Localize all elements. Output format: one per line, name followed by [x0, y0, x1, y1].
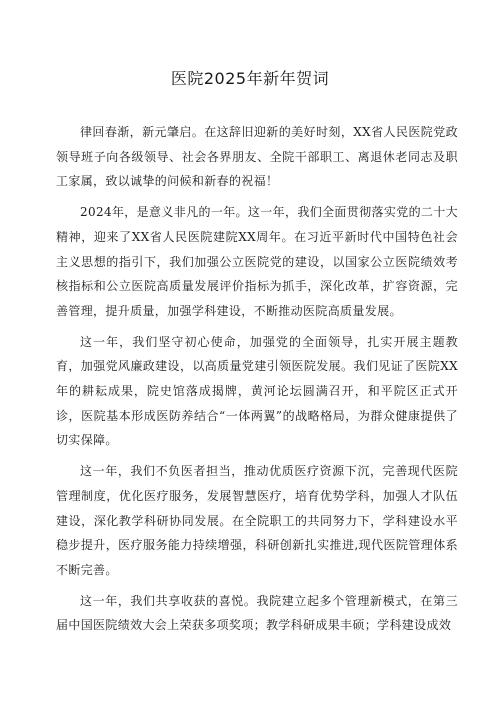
paragraph-party-building: 这一年，我们坚守初心使命，加强党的全面领导，扎实开展主题教育，加强党风廉政建设，以高质量党建引领医院发展。我们见证了医院XX年的耕耘成果，院史馆落成揭牌，黄河论坛圆满召开，和平院区正式开诊，医院基本形成医防养结合“一体两翼”的战略格局，为群众健康提供了切实保障。 — [56, 334, 458, 448]
document-title: 医院2025年新年贺词 — [170, 69, 330, 88]
paragraph-medical-service: 这一年，我们不负医者担当，推动优质医疗资源下沉，完善现代医院管理制度，优化医疗服务，发展智慧医疗，培育优势学科，加强人才队伍建设，深化教学科研协同发展。在全院职工的共同努力下，学科建设水平稳步提升，医疗服务能力持续增强，科研创新扎实推进,现代医院管理体系不断完善。 — [56, 464, 458, 577]
document-body — [56, 120, 458, 644]
paragraph-2024-overview: 2024年，是意义非凡的一年。这一年，我们全面贯彻落实党的二十大精神，迎来了XX省人民医院建院XX周年。在习近平新时代中国特色社会主义思想的指引下，我们加强公立医院党的建设，以国家公立医院绩效考核指标和公立医院高质量发展评价指标为抓手，深化改革，扩容资源，完善管理，提升质量，加强学科建设，不断推动医院高质量发展。 — [56, 205, 458, 318]
paragraph-achievements: 这一年，我们共享收获的喜悦。我院建立起多个管理新模式，在第三届中国医院绩效大会上荣获多项奖项；教学科研成果丰硕；学科建设成效 — [56, 593, 458, 633]
paragraph-greeting: 律回春渐，新元肇启。在这辞旧迎新的美好时刻，XX省人民医院党政领导班子向各级领导、社会各界朋友、全院干部职工、离退休老同志及职工家属，致以诚挚的问候和新春的祝福！ — [56, 125, 458, 189]
